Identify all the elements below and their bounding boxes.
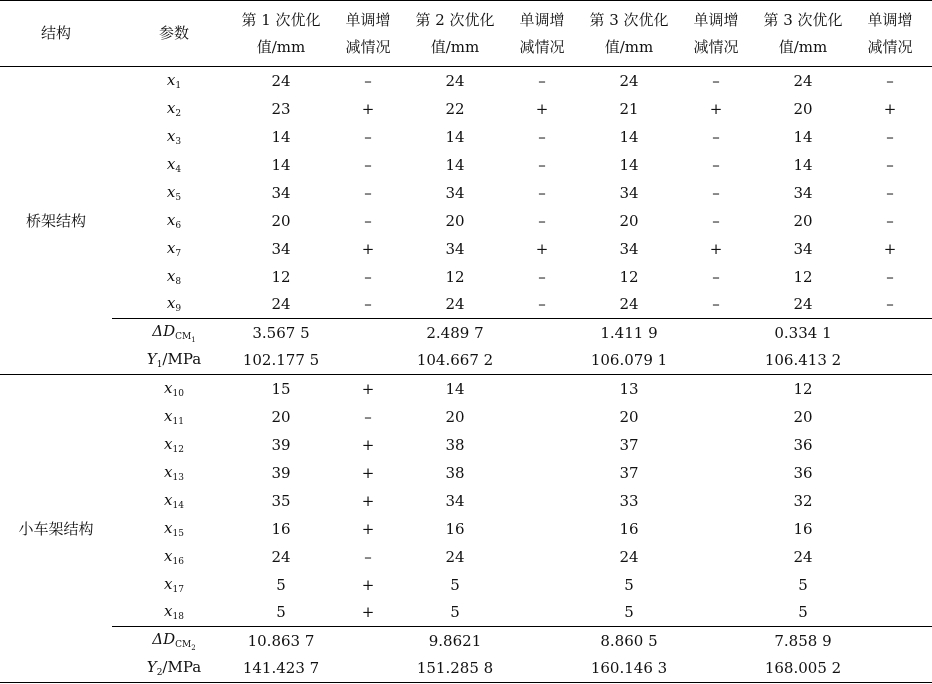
monotonic-sign: + xyxy=(361,99,375,118)
param-cell xyxy=(112,599,236,627)
param-subscript: 14 xyxy=(172,500,184,511)
param-var: x xyxy=(166,182,176,201)
table-row xyxy=(0,291,932,319)
value-cell: 22 xyxy=(445,99,465,118)
value-cell: 39 xyxy=(271,463,291,482)
value-cell: 16 xyxy=(619,519,639,538)
monotonic-sign: – xyxy=(886,267,894,286)
value-cell: 35 xyxy=(271,491,291,510)
monotonic-sign xyxy=(848,571,932,599)
value-cell: 39 xyxy=(271,435,291,454)
stress-symbol: Y xyxy=(146,350,157,369)
monotonic-sign: + xyxy=(535,239,549,258)
param-cell xyxy=(112,179,236,207)
monotonic-sign xyxy=(848,459,932,487)
table-row xyxy=(0,95,932,123)
param-cell xyxy=(112,459,236,487)
value-cell: 16 xyxy=(271,519,291,538)
header-opt2: 第 2 次优化 值/mm xyxy=(410,1,500,67)
param-cell xyxy=(112,263,236,291)
stress-value: 102.177 5 xyxy=(236,347,326,375)
monotonic-sign: + xyxy=(361,491,375,510)
param-subscript: 18 xyxy=(172,612,184,623)
stress-subscript: 1 xyxy=(156,360,163,371)
table-row xyxy=(0,543,932,571)
monotonic-sign xyxy=(848,515,932,543)
param-cell xyxy=(112,291,236,319)
monotonic-sign: – xyxy=(712,211,720,230)
monotonic-sign: – xyxy=(364,547,372,566)
table-row xyxy=(0,459,932,487)
header-opt1: 第 1 次优化 值/mm xyxy=(236,1,326,67)
delta-subscript-index: 1 xyxy=(191,335,196,344)
stress-row xyxy=(0,347,932,375)
value-cell: 5 xyxy=(624,575,634,594)
header-mono3b: 单调增 减情况 xyxy=(848,1,932,67)
monotonic-sign: + xyxy=(361,519,375,538)
value-cell: 14 xyxy=(271,127,291,146)
param-var: x xyxy=(164,434,173,453)
stress-value: 106.079 1 xyxy=(584,347,674,375)
param-subscript: 12 xyxy=(172,444,184,455)
header-opt3a: 第 3 次优化 值/mm xyxy=(584,1,674,67)
empty-cell xyxy=(848,319,932,347)
value-cell: 12 xyxy=(271,267,291,286)
delta-value: 7.858 9 xyxy=(758,627,848,655)
empty-cell xyxy=(674,627,758,655)
value-cell: 24 xyxy=(271,71,291,90)
table-row xyxy=(0,403,932,431)
value-cell: 36 xyxy=(793,463,813,482)
monotonic-sign: – xyxy=(364,211,372,230)
stress-value: 141.423 7 xyxy=(236,655,326,683)
stress-value: 151.285 8 xyxy=(410,655,500,683)
delta-value: 9.8621 xyxy=(410,627,500,655)
param-subscript: 9 xyxy=(175,304,182,315)
empty-cell xyxy=(848,627,932,655)
value-cell: 34 xyxy=(619,183,639,202)
value-cell: 14 xyxy=(445,379,465,398)
monotonic-sign: – xyxy=(538,295,546,314)
monotonic-sign xyxy=(848,487,932,515)
param-subscript: 8 xyxy=(175,276,182,287)
delta-value: 8.860 5 xyxy=(584,627,674,655)
structure-name: 桥架结构 xyxy=(0,67,112,375)
header-param: 参数 xyxy=(112,1,236,67)
stress-subscript: 2 xyxy=(156,668,163,679)
monotonic-sign: – xyxy=(538,183,546,202)
value-cell: 20 xyxy=(793,211,813,230)
stress-symbol: Y xyxy=(146,658,157,677)
param-subscript: 6 xyxy=(175,220,182,231)
param-cell xyxy=(112,543,236,571)
param-cell xyxy=(112,123,236,151)
monotonic-sign xyxy=(674,403,758,431)
value-cell: 23 xyxy=(271,99,291,118)
value-cell: 24 xyxy=(793,295,813,314)
param-cell xyxy=(112,235,236,263)
param-var: x xyxy=(164,490,173,509)
value-cell: 34 xyxy=(445,491,465,510)
monotonic-sign: – xyxy=(712,155,720,174)
value-cell: 16 xyxy=(445,519,465,538)
empty-cell xyxy=(674,347,758,375)
stress-unit: /MPa xyxy=(162,658,202,677)
value-cell: 5 xyxy=(276,575,286,594)
delta-label xyxy=(112,627,236,655)
param-cell xyxy=(112,375,236,403)
value-cell: 14 xyxy=(619,155,639,174)
value-cell: 20 xyxy=(445,211,465,230)
param-var: x xyxy=(164,518,173,537)
monotonic-sign: – xyxy=(886,183,894,202)
stress-value: 168.005 2 xyxy=(758,655,848,683)
monotonic-sign: – xyxy=(712,71,720,90)
value-cell: 34 xyxy=(793,239,813,258)
stress-value: 106.413 2 xyxy=(758,347,848,375)
delta-symbol: ΔD xyxy=(152,629,176,648)
value-cell: 38 xyxy=(445,435,465,454)
param-var: x xyxy=(164,406,173,425)
value-cell: 20 xyxy=(619,211,639,230)
value-cell: 34 xyxy=(271,183,291,202)
monotonic-sign: – xyxy=(364,267,372,286)
monotonic-sign: + xyxy=(883,239,897,258)
value-cell: 24 xyxy=(271,295,291,314)
param-var: x xyxy=(166,98,176,117)
table-row xyxy=(0,179,932,207)
value-cell: 21 xyxy=(619,99,639,118)
delta-subscript-main: CM xyxy=(175,331,192,342)
monotonic-sign: + xyxy=(361,575,375,594)
value-cell: 20 xyxy=(793,99,813,118)
value-cell: 20 xyxy=(793,407,813,426)
header-row xyxy=(0,1,932,67)
table-row xyxy=(0,123,932,151)
empty-cell xyxy=(500,347,584,375)
monotonic-sign: – xyxy=(886,295,894,314)
monotonic-sign: – xyxy=(712,127,720,146)
value-cell: 24 xyxy=(793,547,813,566)
value-cell: 24 xyxy=(271,547,291,566)
value-cell: 20 xyxy=(271,211,291,230)
value-cell: 14 xyxy=(445,155,465,174)
table-row xyxy=(0,67,932,95)
header-structure: 结构 xyxy=(0,1,112,67)
stress-value: 104.667 2 xyxy=(410,347,500,375)
param-subscript: 15 xyxy=(172,528,184,539)
monotonic-sign: – xyxy=(538,71,546,90)
param-var: x xyxy=(164,546,173,565)
value-cell: 24 xyxy=(445,547,465,566)
value-cell: 34 xyxy=(445,239,465,258)
delta-label xyxy=(112,319,236,347)
monotonic-sign xyxy=(674,375,758,403)
param-cell xyxy=(112,431,236,459)
header-mono2: 单调增 减情况 xyxy=(500,1,584,67)
monotonic-sign: + xyxy=(709,99,723,118)
monotonic-sign xyxy=(674,599,758,627)
monotonic-sign: – xyxy=(538,267,546,286)
empty-cell xyxy=(326,347,410,375)
value-cell: 12 xyxy=(793,267,813,286)
param-cell xyxy=(112,151,236,179)
value-cell: 14 xyxy=(619,127,639,146)
delta-subscript xyxy=(175,640,196,650)
value-cell: 24 xyxy=(793,71,813,90)
monotonic-sign: – xyxy=(886,211,894,230)
monotonic-sign: + xyxy=(361,239,375,258)
monotonic-sign xyxy=(674,459,758,487)
monotonic-sign: + xyxy=(361,603,375,622)
monotonic-sign: – xyxy=(712,267,720,286)
value-cell: 12 xyxy=(793,379,813,398)
delta-subscript-index: 2 xyxy=(191,643,196,652)
monotonic-sign xyxy=(674,431,758,459)
empty-cell xyxy=(848,655,932,683)
param-cell xyxy=(112,403,236,431)
monotonic-sign: – xyxy=(364,71,372,90)
param-cell xyxy=(112,571,236,599)
monotonic-sign: – xyxy=(538,127,546,146)
monotonic-sign: – xyxy=(712,183,720,202)
table-row xyxy=(0,515,932,543)
monotonic-sign: – xyxy=(364,407,372,426)
empty-cell xyxy=(326,319,410,347)
delta-value: 3.567 5 xyxy=(236,319,326,347)
param-subscript: 5 xyxy=(175,192,182,203)
monotonic-sign: – xyxy=(712,295,720,314)
monotonic-sign: + xyxy=(883,99,897,118)
value-cell: 14 xyxy=(793,127,813,146)
empty-cell xyxy=(674,655,758,683)
monotonic-sign: + xyxy=(361,463,375,482)
value-cell: 20 xyxy=(619,407,639,426)
monotonic-sign xyxy=(674,571,758,599)
monotonic-sign: – xyxy=(538,155,546,174)
param-var: x xyxy=(166,238,176,257)
monotonic-sign xyxy=(500,543,584,571)
table-row xyxy=(0,375,932,403)
value-cell: 38 xyxy=(445,463,465,482)
value-cell: 5 xyxy=(276,603,286,622)
monotonic-sign xyxy=(674,515,758,543)
stress-row xyxy=(0,655,932,683)
param-subscript: 1 xyxy=(175,80,182,91)
param-cell xyxy=(112,487,236,515)
delta-value: 1.411 9 xyxy=(584,319,674,347)
param-subscript: 16 xyxy=(172,556,184,567)
value-cell: 36 xyxy=(793,435,813,454)
stress-unit: /MPa xyxy=(162,350,202,369)
monotonic-sign xyxy=(500,571,584,599)
delta-value: 2.489 7 xyxy=(410,319,500,347)
empty-cell xyxy=(326,627,410,655)
monotonic-sign: + xyxy=(361,435,375,454)
param-cell xyxy=(112,207,236,235)
monotonic-sign: – xyxy=(886,71,894,90)
param-cell xyxy=(112,67,236,95)
table-row xyxy=(0,207,932,235)
value-cell: 5 xyxy=(624,603,634,622)
table-row xyxy=(0,571,932,599)
param-subscript: 11 xyxy=(172,416,184,427)
value-cell: 5 xyxy=(798,603,808,622)
table-row xyxy=(0,235,932,263)
monotonic-sign xyxy=(500,431,584,459)
value-cell: 13 xyxy=(619,379,639,398)
monotonic-sign xyxy=(848,543,932,571)
delta-row xyxy=(0,627,932,655)
empty-cell xyxy=(674,319,758,347)
empty-cell xyxy=(500,627,584,655)
monotonic-sign xyxy=(848,599,932,627)
structure-name: 小车架结构 xyxy=(0,375,112,683)
monotonic-sign: – xyxy=(364,155,372,174)
param-var: x xyxy=(164,574,173,593)
param-subscript: 3 xyxy=(175,136,182,147)
value-cell: 15 xyxy=(271,379,291,398)
value-cell: 32 xyxy=(793,491,813,510)
value-cell: 24 xyxy=(445,295,465,314)
value-cell: 12 xyxy=(445,267,465,286)
monotonic-sign xyxy=(500,403,584,431)
param-subscript: 7 xyxy=(175,248,182,259)
value-cell: 37 xyxy=(619,463,639,482)
param-subscript: 10 xyxy=(172,388,184,399)
table-row xyxy=(0,599,932,627)
table-row xyxy=(0,487,932,515)
param-subscript: 2 xyxy=(175,108,182,119)
value-cell: 34 xyxy=(793,183,813,202)
value-cell: 20 xyxy=(445,407,465,426)
value-cell: 16 xyxy=(793,519,813,538)
monotonic-sign: – xyxy=(538,211,546,230)
delta-subscript xyxy=(175,332,196,342)
monotonic-sign xyxy=(674,543,758,571)
param-var: x xyxy=(166,154,176,173)
param-subscript: 4 xyxy=(175,164,182,175)
header-mono1: 单调增 减情况 xyxy=(326,1,410,67)
monotonic-sign: + xyxy=(535,99,549,118)
table-row xyxy=(0,431,932,459)
value-cell: 24 xyxy=(619,547,639,566)
param-var: x xyxy=(166,70,176,89)
value-cell: 37 xyxy=(619,435,639,454)
value-cell: 14 xyxy=(793,155,813,174)
param-var: x xyxy=(166,210,176,229)
monotonic-sign xyxy=(848,403,932,431)
value-cell: 34 xyxy=(271,239,291,258)
monotonic-sign xyxy=(500,375,584,403)
header-mono3a: 单调增 减情况 xyxy=(674,1,758,67)
param-var: x xyxy=(164,462,173,481)
value-cell: 14 xyxy=(445,127,465,146)
monotonic-sign: + xyxy=(361,379,375,398)
param-var: x xyxy=(166,266,176,285)
value-cell: 33 xyxy=(619,491,639,510)
monotonic-sign: – xyxy=(364,127,372,146)
delta-subscript-main: CM xyxy=(175,639,192,650)
stress-value: 160.146 3 xyxy=(584,655,674,683)
table-row xyxy=(0,151,932,179)
monotonic-sign: – xyxy=(364,295,372,314)
stress-label xyxy=(112,655,236,683)
param-cell xyxy=(112,515,236,543)
param-cell xyxy=(112,95,236,123)
empty-cell xyxy=(500,319,584,347)
monotonic-sign xyxy=(848,431,932,459)
delta-row xyxy=(0,319,932,347)
value-cell: 5 xyxy=(798,575,808,594)
empty-cell xyxy=(326,655,410,683)
value-cell: 24 xyxy=(619,71,639,90)
delta-value: 0.334 1 xyxy=(758,319,848,347)
param-var: x xyxy=(166,294,176,313)
monotonic-sign xyxy=(848,375,932,403)
value-cell: 20 xyxy=(271,407,291,426)
value-cell: 34 xyxy=(445,183,465,202)
param-subscript: 17 xyxy=(172,584,184,595)
table-body xyxy=(0,67,932,683)
value-cell: 5 xyxy=(450,603,460,622)
param-var: x xyxy=(166,126,176,145)
monotonic-sign: – xyxy=(886,127,894,146)
value-cell: 34 xyxy=(619,239,639,258)
monotonic-sign xyxy=(500,459,584,487)
param-subscript: 13 xyxy=(172,472,184,483)
stress-label xyxy=(112,347,236,375)
param-var: x xyxy=(164,378,173,397)
monotonic-sign xyxy=(500,599,584,627)
monotonic-sign: + xyxy=(709,239,723,258)
value-cell: 5 xyxy=(450,575,460,594)
value-cell: 14 xyxy=(271,155,291,174)
monotonic-sign xyxy=(674,487,758,515)
monotonic-sign: – xyxy=(364,183,372,202)
value-cell: 24 xyxy=(619,295,639,314)
delta-value: 10.863 7 xyxy=(236,627,326,655)
value-cell: 12 xyxy=(619,267,639,286)
header-opt3b: 第 3 次优化 值/mm xyxy=(758,1,848,67)
empty-cell xyxy=(848,347,932,375)
value-cell: 24 xyxy=(445,71,465,90)
monotonic-sign xyxy=(500,515,584,543)
empty-cell xyxy=(500,655,584,683)
monotonic-sign: – xyxy=(886,155,894,174)
monotonic-sign xyxy=(500,487,584,515)
table-row xyxy=(0,263,932,291)
param-var: x xyxy=(164,602,173,621)
delta-symbol: ΔD xyxy=(152,321,176,340)
